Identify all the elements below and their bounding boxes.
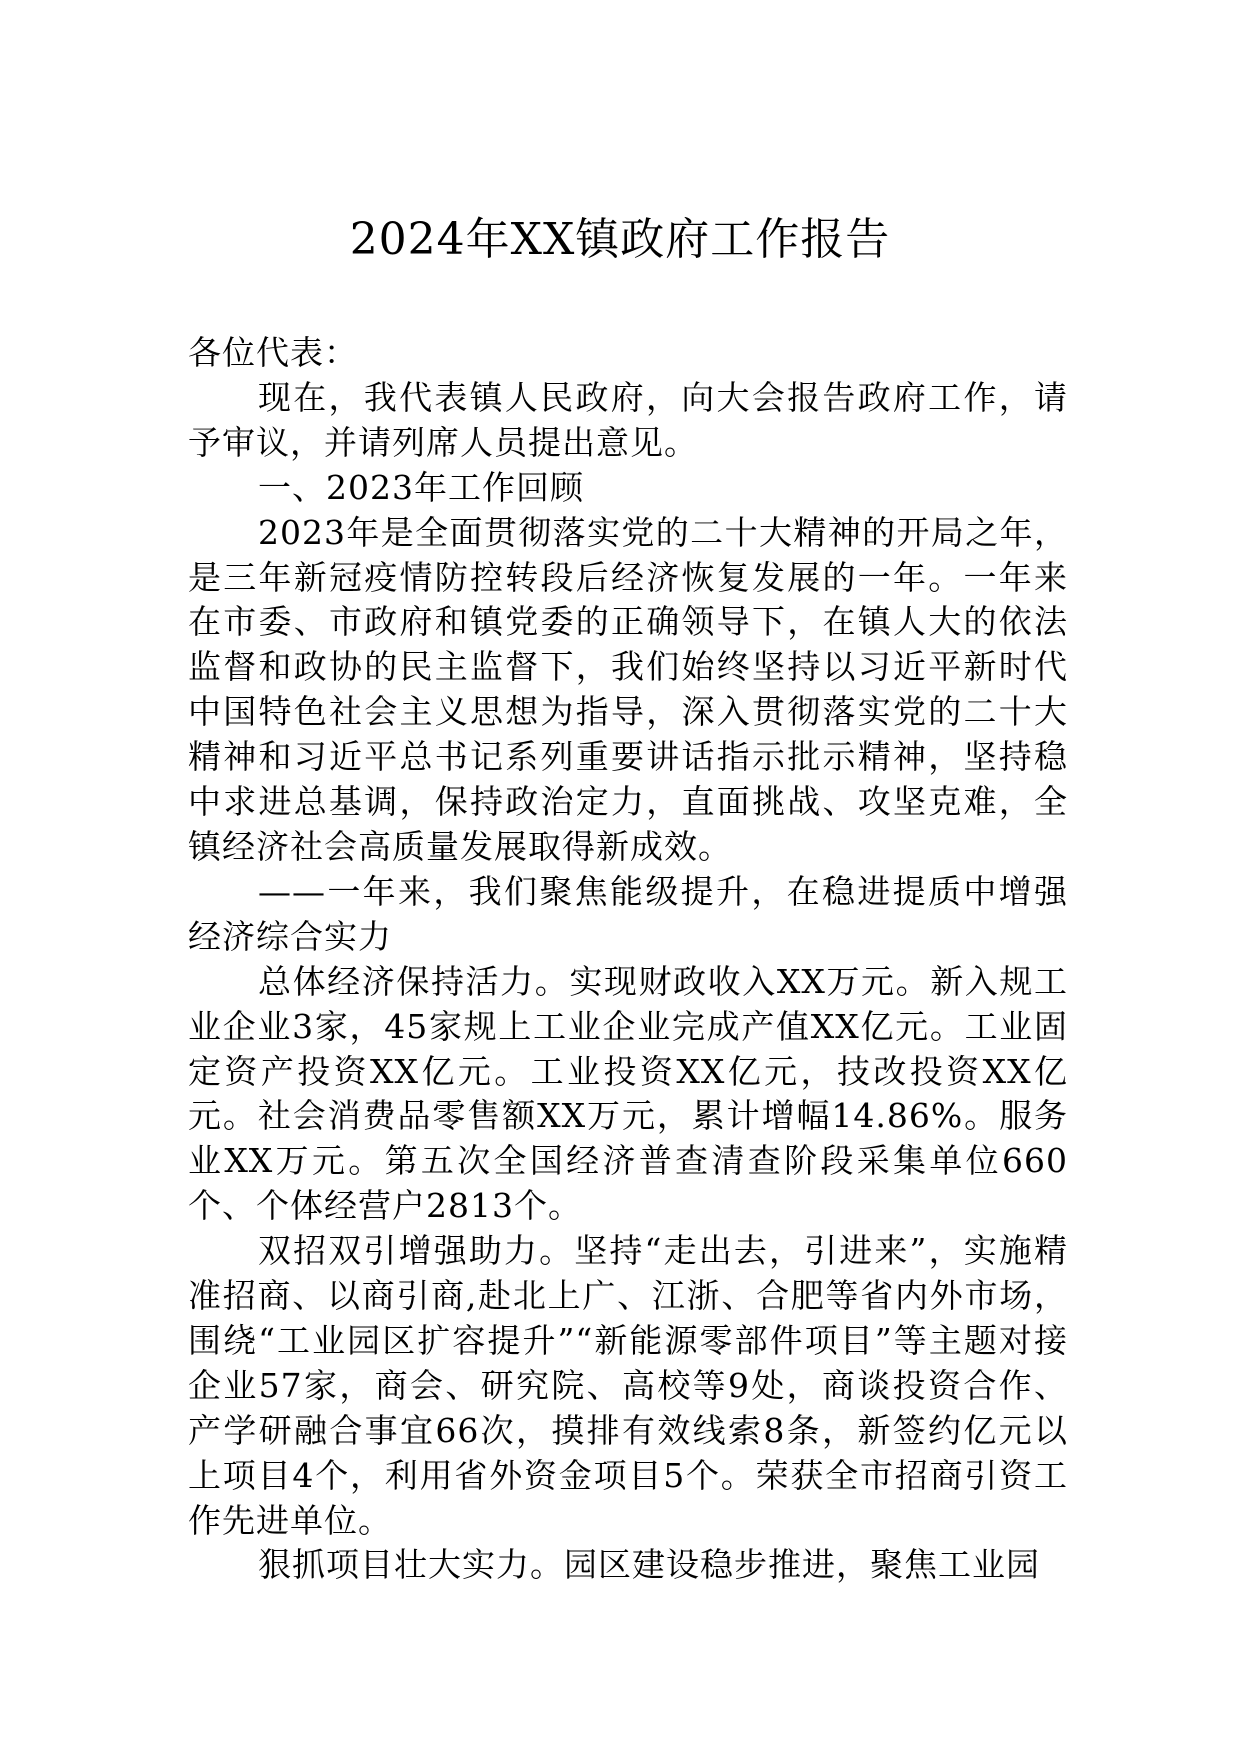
paragraph-investment: 双招双引增强助力。坚持“走出去，引进来”，实施精准招商、以商引商,赴北上广、江浙、合肥等省内外市场，围绕“工业园区扩容提升”“新能源零部件项目”等主题对接企业57家，商会、研究院、高校等9处，商谈投资合作、产学研融合事宜66次，摸排有效线索8条，新签约亿元以上项目4个，利用省外资金项目5个。荣获全市招商引资工作先进单位。 bbox=[188, 1231, 1068, 1540]
section-heading: 一、2023年工作回顾 bbox=[258, 467, 584, 507]
paragraph-projects: 狠抓项目壮大实力。园区建设稳步推进，聚焦工业园 bbox=[258, 1545, 1040, 1585]
paragraph-economy: 总体经济保持活力。实现财政收入XX万元。新入规工业企业3家，45家规上工业企业完成产值XX亿元。工业固定资产投资XX亿元。工业投资XX亿元，技改投资XX亿元。社会消费品零售额XX万元，累计增幅14.86%。服务业XX万元。第五次全国经济普查清查阶段采集单位660个、个体经营户2813个。 bbox=[188, 961, 1068, 1226]
subsection-heading: ——一年来，我们聚焦能级提升，在稳进提质中增强经济综合实力 bbox=[188, 871, 1068, 956]
paragraph-overview: 2023年是全面贯彻落实党的二十大精神的开局之年，是三年新冠疫情防控转段后经济恢复发展的一年。一年来在市委、市政府和镇党委的正确领导下，在镇人大的依法监督和政协的民主监督下，我们始终坚持以习近平新时代中国特色社会主义思想为指导，深入贯彻落实党的二十大精神和习近平总书记系列重要讲话指示批示精神，坚持稳中求进总基调，保持政治定力，直面挑战、攻坚克难，全镇经济社会高质量发展取得新成效。 bbox=[188, 512, 1068, 866]
document-title: 2024年XX镇政府工作报告 bbox=[349, 214, 891, 265]
paragraph-intro: 现在，我代表镇人民政府，向大会报告政府工作，请予审议，并请列席人员提出意见。 bbox=[188, 377, 1068, 462]
salutation: 各位代表： bbox=[188, 333, 358, 372]
document-body bbox=[188, 331, 1068, 1588]
